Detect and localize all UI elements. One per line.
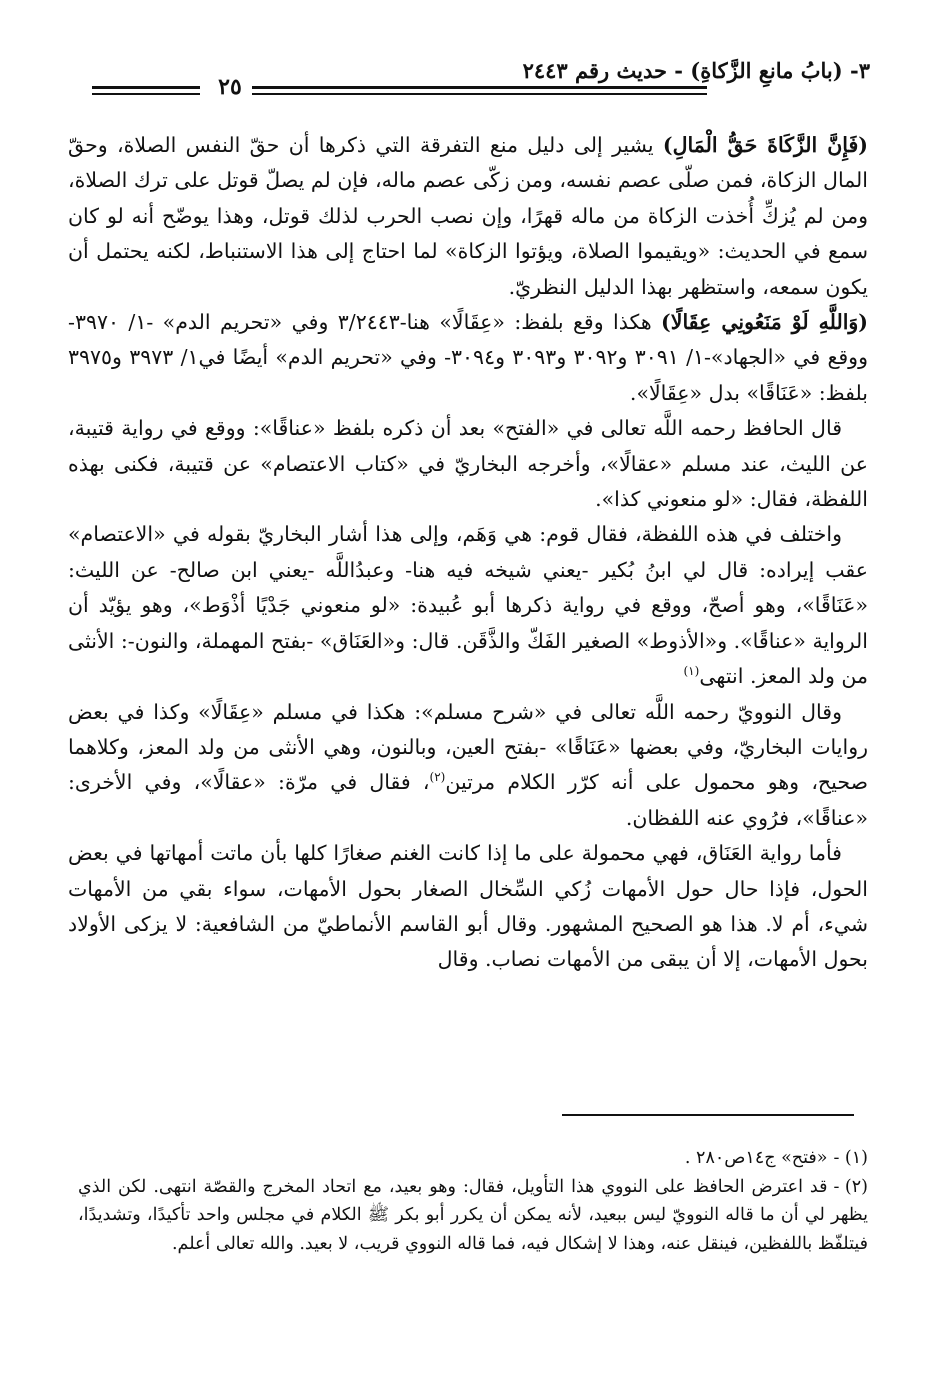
paragraph-5-tail: ، فقال في مرّة: «عقالًا»، وفي الأخرى: «عناقًا»، فرُوي عنه اللفظان. bbox=[68, 770, 868, 830]
page-header bbox=[90, 52, 870, 100]
paragraph-3: قال الحافظ رحمه اللَّه تعالى في «الفتح» بعد أن ذكره بلفظ «عناقًا»: ووقع في رواية قتيبة، عن الليث، عند مسلم «عقالًا»، وأخرجه البخاريّ في «كتاب الاعتصام» عن قتيبة، فكنى بهذه اللفظة، فقال: «لو منعوني كذا». bbox=[68, 416, 868, 512]
footnotes bbox=[78, 1144, 868, 1258]
main-text bbox=[68, 128, 868, 978]
footnote-separator bbox=[562, 1114, 854, 1116]
paragraph-1-text: يشير إلى دليل منع التفرقة التي ذكرها أن حقّ النفس الصلاة، وحقّ المال الزكاة، فمن صلّى عصم نفسه، ومن زكّى عصم ماله، فإن لم يصلّ قوتل على ترك الصلاة، ومن لم يُزكِّ أُخذت الزكاة من ماله قهرًا، وإن نصب الحرب لذلك قوتل، وهذا يوضّح أنه لو كان سمع في الحديث: «ويقيموا الصلاة، ويؤتوا الزكاة» لما احتاج إلى هذا الاستنباط، لكنه يحتمل أن يكون سمعه، واستظهر بهذا الدليل النظريّ. bbox=[68, 133, 868, 299]
footnote-1-text: «فتح» ج١٤ص٢٨٠ . bbox=[684, 1148, 828, 1168]
hadith-phrase-1: (فَإِنَّ الزَّكَاةَ حَقُّ الْمَالِ) bbox=[662, 133, 868, 157]
footnote-1-number: (١) - bbox=[833, 1148, 868, 1168]
header-rule-top bbox=[252, 86, 707, 89]
footnote-2-number: (٢) - bbox=[833, 1176, 868, 1197]
footnote-2 bbox=[78, 1173, 868, 1259]
footnote-2-text: قد اعترض الحافظ على النووي هذا التأويل، فقال: وهو بعيد، مع اتحاد المخرج والقصّة انتهى. لكن الذي يظهر لي أن ما قاله النوويّ ليس ببعيد، لأنه يمكن أن يكرر أبو بكر ﷺ الكلام في مجلس واحد تأكيدًا، وتشديدًا، فيتلفّظ باللفظين، فينقل عنه، وهذا لا إشكال فيه، فما قاله النووي قريب، لا بعيد. والله تعالى أعلم. bbox=[78, 1176, 868, 1254]
footnote-1 bbox=[78, 1144, 868, 1173]
paragraph-4 bbox=[68, 517, 868, 694]
running-title: ٣- (بابُ مانعِ الزَّكاةِ) - حديث رقم ٢٤٤٣ bbox=[522, 58, 870, 83]
paragraph-5 bbox=[68, 695, 868, 837]
page-number: ٢٥ bbox=[218, 74, 242, 100]
paragraph-5-text: وقال النوويّ رحمه اللَّه تعالى في «شرح مسلم»: هكذا في مسلم «عِقَالًا» وكذا في بعض روايات البخاريّ، وفي بعضها «عَنَاقًا» -بفتح العين، وبالنون، وهي الأنثى من ولد المعز، وكلاهما صحيح، وهو محمول على أنه كرّر الكلام مرتين bbox=[68, 699, 868, 795]
header-rule-left-top bbox=[92, 86, 200, 89]
footnote-ref-2[interactable]: (٢) bbox=[429, 770, 446, 785]
header-rule-bottom bbox=[252, 93, 707, 95]
header-rule-left-bottom bbox=[92, 93, 200, 95]
paragraph-6: فأما رواية العَنَاق، فهي محمولة على ما إذا كانت الغنم صغارًا كلها بأن ماتت أمهاتها في بعض الحول، فإذا حال حول الأمهات زُكي السِّخال الصغار بحول الأمهات، سواء بقي من الأمهات شيء، أم لا. هذا هو الصحيح المشهور. وقال أبو القاسم الأنماطيّ من الشافعية: لا يزكى الأولاد بحول الأمهات، إلا أن يبقى من الأمهات نصاب. وقال bbox=[68, 841, 868, 972]
hadith-phrase-2: (وَاللَّهِ لَوْ مَنَعُونِي عِقَالًا) bbox=[661, 310, 868, 335]
footnote-ref-1[interactable]: (١) bbox=[683, 664, 700, 679]
paragraph-1 bbox=[68, 128, 868, 305]
paragraph-2-text: هكذا وقع بلفظ: «عِقَالًا» هنا-٣/٢٤٤٣ وفي «تحريم الدم» -١/ ٣٩٧٠- ووقع في «الجهاد»-١/ ٣٠٩١ و٣٠٩٢ و٣٠٩٣ و٣٠٩٤- وفي «تحريم الدم» أيضًا في١/ ٣٩٧٣ و٣٩٧٥ بلفظ: «عَنَاقًا» بدل «عِقَالًا». bbox=[68, 310, 868, 405]
paragraph-2 bbox=[68, 305, 868, 411]
paragraph-4-text: واختلف في هذه اللفظة، فقال قوم: هي وَهَم، وإلى هذا أشار البخاريّ بقوله في «الاعتصام» عقب إيراده: قال لي ابنُ بُكير -يعني شيخه فيه هنا- وعبدُاللَّه -يعني ابن صالح- عن الليث: «عَنَاقًا»، وهو أصحّ، ووقع في رواية ذكرها أبو عُبيدة: «لو منعوني جَدْيًا أذْوَط»، وهو يؤيّد أن الرواية «عناقًا». و«الأذوط» الصغير الفَكّ والذَّقَن. قال: و«العَنَاق» -بفتح المهملة، والنون-: الأنثى من ولد المعز. انتهى bbox=[68, 522, 868, 689]
